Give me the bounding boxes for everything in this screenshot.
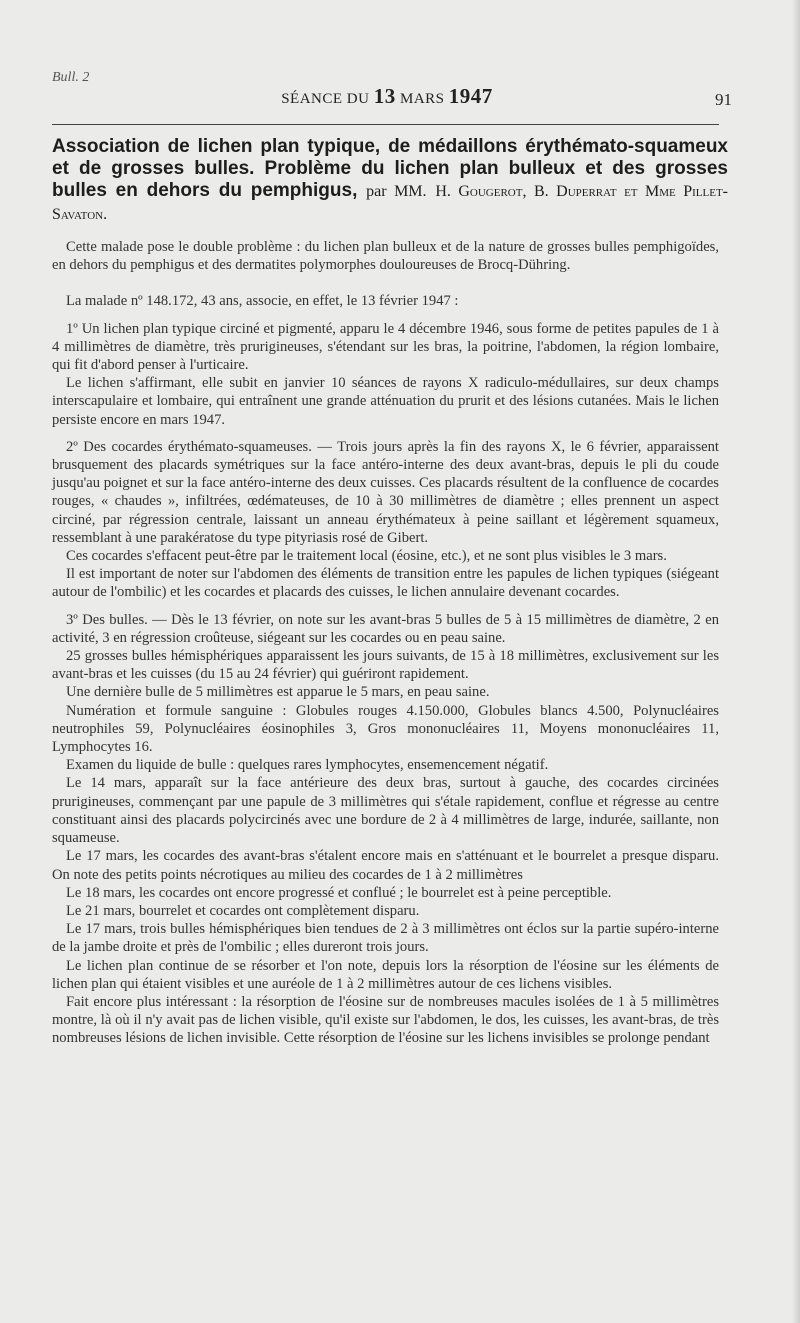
page-number: 91 [715,90,732,109]
paragraph: Le 17 mars, trois bulles hémisphériques bien tendues de 2 à 3 millimètres ont éclos sur la partie supéro-interne de la jambe droite et près de l'ombilic ; elles dureront trois jours. [52,921,719,956]
article-title: Association de lichen plan typique, de médaillons érythémato-squameux et de grosses bulles. Problème du lichen plan bulleux et des grosses bulles en dehors du pemphigus, [52,136,728,201]
seance-prefix: SÉANCE DU [281,91,370,107]
session-day: 13 [373,84,396,108]
article-body [52,238,719,1048]
paragraph: Cette malade pose le double problème : du lichen plan bulleux et de la nature de grosses bulles pemphigoïdes, en dehors du pemphigus et des dermatites polymorphes douloureuses de Brocq-Dühring. [52,239,719,274]
article-authors: H. Gougerot, B. Duperrat et Mme Pillet-Savaton. [52,183,729,223]
article-title-block [52,136,728,226]
paragraph: Le lichen plan continue de se résorber et l'on note, depuis lors la résorption de l'éosine sur les éléments de lichen plan qui étaient visibles et une auréole de 1 à 2 millimètres autour de ces lichens visibles. [52,957,719,992]
journal-abbreviation: Bull. 2 [52,70,90,85]
paragraph: 1º Un lichen plan typique circiné et pigmenté, apparu le 4 décembre 1946, sous forme de petites papules de 1 à 4 millimètres de diamètre, très prurigineuses, s'étendant sur les bras, la poitrine, l'abdomen, la région lombaire, qui fit d'abord penser à l'urticaire. [52,320,719,374]
authors-prefix: par MM. [366,183,427,200]
paragraph: 2º Des cocardes érythémato-squameuses. — Trois jours après la fin des rayons X, le 6 février, apparaissent brusquement des placards symétriques sur la face antéro-interne des deux avant-bras, depuis le pli du coude jusqu'au poignet et sur la face antéro-interne des deux cuisses. Ces placards résultent de la confluence de cocardes rouges, « chaudes », infiltrées, œdémateuses, de 10 à 30 millimètres de diamètre ; elles prennent un aspect circiné, par régression centrale, laissant un anneau érythémateux à peine saillant et légèrement squameux, ressemblant à une parakératose du type pityriasis rosé de Gibert. [52,438,719,546]
paragraph: Il est important de noter sur l'abdomen des éléments de transition entre les papules de lichen typiques (siégeant autour de l'ombilic) et les cocardes et placards des cuisses, le lichen annulaire devenant cocardes. [52,566,719,601]
paragraph: Le 21 mars, bourrelet et cocardes ont complètement disparu. [66,902,420,919]
paragraph: 3º Des bulles. — Dès le 13 février, on note sur les avant-bras 5 bulles de 5 à 15 millimètres de diamètre, 2 en activité, 3 en régression croûteuse, siégeant sur les cocardes ou en peau saine. [52,611,719,646]
paragraph: Ces cocardes s'effacent peut-être par le traitement local (éosine, etc.), et ne sont plus visibles le 3 mars. [66,548,667,565]
header-rule [52,124,719,125]
paragraph: Le lichen s'affirmant, elle subit en janvier 10 séances de rayons X radiculo-médullaires, sur deux champs interscapulaire et lombaire, qui entraînent une grande atténuation du prurit et des lésions cutanées. Mais le lichen persiste encore en mars 1947. [52,375,719,428]
paragraph: Le 18 mars, les cocardes ont encore progressé et conflué ; le bourrelet est à peine perceptible. [66,884,612,901]
paragraph: Le 14 mars, apparaît sur la face antérieure des deux bras, surtout à gauche, des cocardes circinées prurigineuses, commençant par une papule de 3 millimètres qui s'étale rapidement, conflue et régresse au centre constituant ainsi des placards polycircinés avec une bordure de 2 à 4 millimètres de large, indurée, saillante, non squameuse. [52,775,719,847]
session-year: 1947 [448,84,493,108]
paragraph: Le 17 mars, les cocardes des avant-bras s'étalent encore mais en s'atténuant et le bourrelet a presque disparu. On note des petits points nécrotiques au milieu des cocardes de 1 à 2 millimètres [52,848,719,883]
paragraph: 25 grosses bulles hémisphériques apparaissent les jours suivants, de 15 à 18 millimètres, exclusivement sur les avant-bras et les cuisses (du 15 au 24 février) qui guériront rapidement. [52,648,719,683]
session-date [52,84,722,109]
paragraph: Fait encore plus intéressant : la résorption de l'éosine sur de nombreuses macules isolées de 1 à 5 millimètres montre, là où il n'y avait pas de lichen visible, qu'il existe sur l'abdomen, le dos, les cuisses, les avant-bras, de très nombreuses lésions de lichen invisible. Cette résorption de l'éosine sur les lichens invisibles se prolonge pendant [52,993,719,1047]
running-header [52,84,732,124]
session-month: MARS [399,91,445,107]
paragraph: La malade nº 148.172, 43 ans, associe, en effet, le 13 février 1947 : [66,293,459,310]
paragraph: Numération et formule sanguine : Globules rouges 4.150.000, Globules blancs 4.500, Polynucléaires neutrophiles 59, Polynucléaires éosinophiles 3, Gros mononucléaires 11, Moyens mononucléaires 11, Lymphocytes 16. [52,702,719,756]
page-edge-shadow [792,0,800,1323]
paragraph: Examen du liquide de bulle : quelques rares lymphocytes, ensemencement négatif. [66,757,549,774]
paragraph: Une dernière bulle de 5 millimètres est apparue le 5 mars, en peau saine. [66,684,490,701]
